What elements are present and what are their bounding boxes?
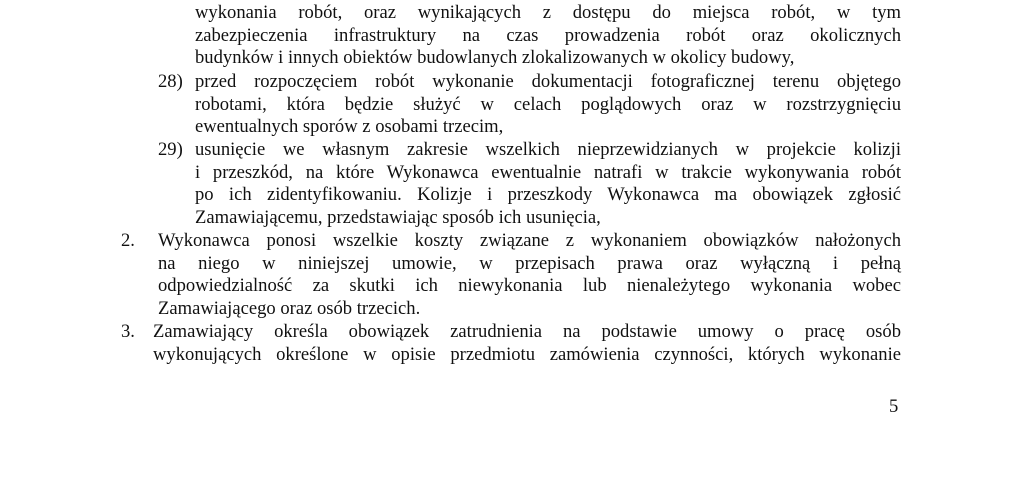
section-3-paragraph [153,321,901,366]
text-line: i przeszkód, na które Wykonawca ewentualnie natrafi w trakcie wykonywania robót [195,161,901,183]
section-number: 3. [121,321,135,342]
text-line: Wykonawca ponosi wszelkie koszty związane z wykonaniem obowiązków nałożonych [158,230,901,251]
text-line: budynków i innych obiektów budowlanych zlokalizowanych w okolicy budowy, [195,47,795,69]
section-number: 2. [121,230,135,251]
text-line: ewentualnych sporów z osobami trzecim, [195,116,504,138]
text-line: robotami, która będzie służyć w celach poglądowych oraz w rozstrzygnięciu [195,93,901,115]
list-item-28 [195,71,901,139]
page-number: 5 [889,396,899,417]
section-2-paragraph [158,230,901,320]
list-item-29 [195,139,901,229]
text-line: po ich zidentyfikowaniu. Kolizje i przeszkody Wykonawca ma obowiązek zgłosić [195,184,901,206]
text-line: zabezpieczenia infrastruktury na czas prowadzenia robót oraz okolicznych [195,24,901,46]
list-item-continuation [195,2,901,70]
list-item-number: 28) [158,71,183,92]
text-line: Zamawiającemu, przedstawiając sposób ich usunięcia, [195,206,601,228]
text-line: wykonania robót, oraz wynikających z dostępu do miejsca robót, w tym [195,2,901,23]
text-line: wykonujących określone w opisie przedmiotu zamówienia czynności, których wykonanie [153,343,901,365]
text-line: przed rozpoczęciem robót wykonanie dokumentacji fotograficznej terenu objętego [195,71,901,92]
text-line: Zamawiającego oraz osób trzecich. [158,297,421,319]
text-line: na niego w niniejszej umowie, w przepisach prawa oraz wyłączną i pełną [158,252,901,274]
text-line: usunięcie we własnym zakresie wszelkich nieprzewidzianych w projekcie kolizji [195,139,901,160]
text-line: Zamawiający określa obowiązek zatrudnienia na podstawie umowy o pracę osób [153,321,901,342]
list-item-number: 29) [158,139,183,160]
text-line: odpowiedzialność za skutki ich niewykonania lub nienależytego wykonania wobec [158,275,901,297]
